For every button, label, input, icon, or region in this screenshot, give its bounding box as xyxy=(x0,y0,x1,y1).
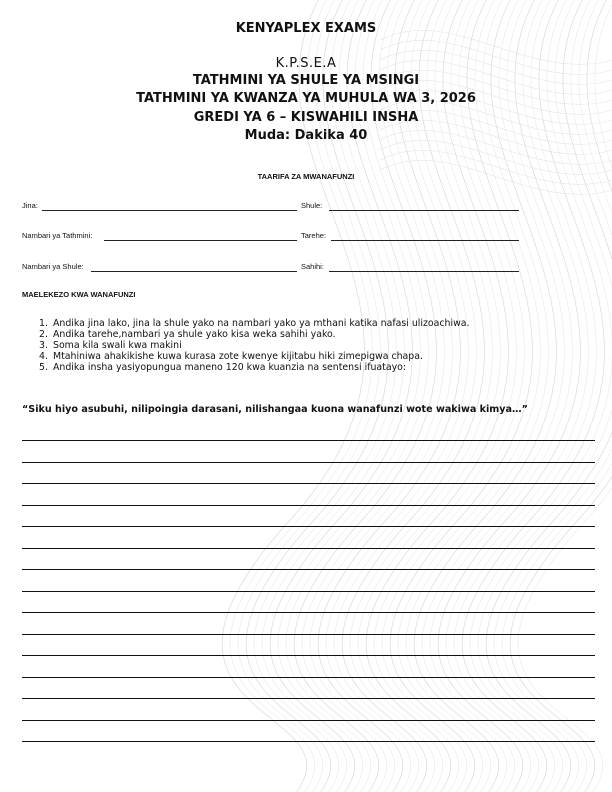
writing-line[interactable] xyxy=(22,698,595,699)
essay-prompt: “Siku hiyo asubuhi, nilipoingia darasani, nilishangaa kuona wanafunzi wote wakiwa kimya…” xyxy=(22,404,528,415)
exam-code: K.P.S.E.A xyxy=(275,56,337,71)
school-number-input-line[interactable] xyxy=(91,271,297,272)
writing-line[interactable] xyxy=(22,655,595,656)
writing-line[interactable] xyxy=(22,483,595,484)
student-info-title: TAARIFA ZA MWANAFUNZI xyxy=(257,172,355,181)
writing-line[interactable] xyxy=(22,720,595,721)
exam-duration: Muda: Dakika 40 xyxy=(244,128,368,143)
writing-line[interactable] xyxy=(22,591,595,592)
exam-heading-2: TATHMINI YA KWANZA YA MUHULA WA 3, 2026 xyxy=(136,91,476,106)
assessment-number-label: Nambari ya Tathmini: xyxy=(22,231,93,240)
signature-input-line[interactable] xyxy=(329,271,519,272)
school-number-label: Nambari ya Shule: xyxy=(22,262,84,271)
writing-line[interactable] xyxy=(22,548,595,549)
signature-label: Sahihi: xyxy=(301,262,324,271)
name-input-line[interactable] xyxy=(42,210,297,211)
writing-line[interactable] xyxy=(22,569,595,570)
writing-line[interactable] xyxy=(22,505,595,506)
instruction-item xyxy=(39,362,599,373)
instruction-text: Mtahiniwa ahakikishe kuwa kurasa zote kwenye kijitabu hiki zimepigwa chapa. xyxy=(53,351,423,362)
name-label: Jina: xyxy=(22,201,38,210)
instruction-text: Soma kila swali kwa makini xyxy=(53,340,182,351)
school-label: Shule: xyxy=(301,201,323,210)
instructions-title: MAELEKEZO KWA WANAFUNZI xyxy=(22,290,136,299)
exam-heading-1: TATHMINI YA SHULE YA MSINGI xyxy=(192,73,420,88)
writing-line[interactable] xyxy=(22,634,595,635)
organization-title: KENYAPLEX EXAMS xyxy=(235,21,377,36)
date-label: Tarehe: xyxy=(301,231,327,240)
school-input-line[interactable] xyxy=(329,210,519,211)
instruction-number: 1. xyxy=(39,318,48,329)
writing-line[interactable] xyxy=(22,462,595,463)
writing-line[interactable] xyxy=(22,741,595,742)
date-input-line[interactable] xyxy=(331,240,519,241)
writing-line[interactable] xyxy=(22,526,595,527)
instruction-number: 5. xyxy=(39,362,48,373)
writing-line[interactable] xyxy=(22,677,595,678)
instruction-text: Andika insha yasiyopungua maneno 120 kwa kuanzia na sentensi ifuatayo: xyxy=(53,362,407,373)
instruction-item xyxy=(39,318,599,329)
instruction-number: 4. xyxy=(39,351,48,362)
exam-heading-3: GREDI YA 6 – KISWAHILI INSHA xyxy=(193,110,419,125)
writing-line[interactable] xyxy=(22,612,595,613)
writing-line[interactable] xyxy=(22,440,595,441)
instruction-number: 3. xyxy=(39,340,48,351)
instruction-item xyxy=(39,351,599,362)
instruction-text: Andika tarehe,nambari ya shule yako kisa weka sahihi yako. xyxy=(53,329,336,340)
instruction-item xyxy=(39,340,599,351)
instruction-text: Andika jina lako, jina la shule yako na nambari yako ya mthani katika nafasi ulizoachiwa. xyxy=(53,318,470,329)
instruction-item xyxy=(39,329,599,340)
instruction-number: 2. xyxy=(39,329,48,340)
assessment-number-input-line[interactable] xyxy=(104,240,297,241)
